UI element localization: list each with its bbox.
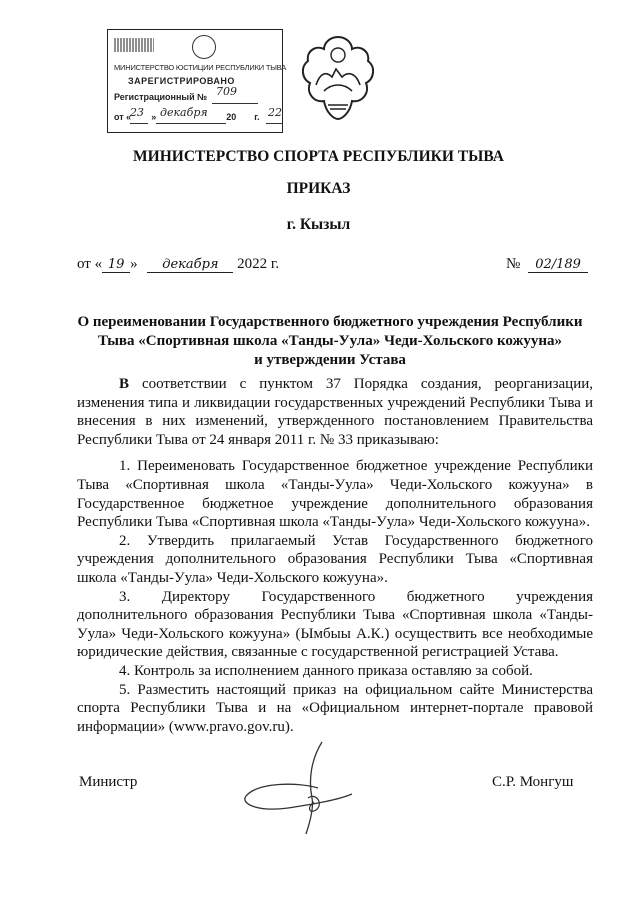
stamp-ministry: МИНИСТЕРСТВО ЮСТИЦИИ РЕСПУБЛИКИ ТЫВА — [114, 63, 287, 72]
stamp-date-year: 22 — [268, 106, 282, 119]
city: г. Кызыл — [286, 216, 351, 233]
stamp-date-line: от « » 20 г. — [114, 112, 260, 122]
order-day: 19 — [102, 258, 130, 273]
order-date: от « 19 » декабря 2022 г. — [77, 256, 280, 272]
item-5: 5. Разместить настоящий приказ на официальном сайте Министерства спорта Республики Тыва и на «Официальном интернет-портале правовой информации» (www.pravo.gov.ru). — [77, 681, 593, 735]
intro-paragraph: В соответствии с пунктом 37 Порядка создания, реорганизации, изменения типа и ликвидации государственных учреждений Республики Тыва и внесения в них изменений, утвержденного постановлением Правительства Республики Тыва от 24 января 2011 г. № 33 приказываю: — [77, 376, 593, 448]
handwritten-signature — [238, 738, 358, 838]
stamp-date-month: декабря — [160, 106, 208, 119]
item-4: 4. Контроль за исполнением данного приказа оставляю за собой. — [119, 662, 533, 679]
coat-of-arms-icon — [302, 33, 374, 129]
stamp-registered: ЗАРЕГИСТРИРОВАНО — [128, 76, 235, 86]
stamp-seal-icon — [192, 35, 216, 59]
document-type: ПРИКАЗ — [286, 180, 351, 197]
order-subject: О переименовании Государственного бюджетного учреждения Республики Тыва «Спортивная школа «Танды-Уула» Чеди-Хольского кожууна» и утверждении Устава — [77, 314, 583, 368]
registration-stamp — [107, 29, 287, 133]
order-month: декабря — [147, 258, 233, 273]
signer-title: Министр — [79, 774, 138, 790]
item-2: 2. Утвердить прилагаемый Устав Государственного бюджетного учреждения дополнительного образования Республики Тыва «Спортивная школа «Танды-Уула» Чеди-Хольского кожууна». — [77, 532, 593, 586]
signer-name: С.Р. Монгуш — [492, 774, 574, 790]
stamp-reg-number: 709 — [216, 85, 237, 98]
item-1: 1. Переименовать Государственное бюджетное учреждение Республики Тыва «Спортивная школа «Танды-Уула» Чеди-Хольского кожууна» в Государственное бюджетное учреждение дополнительного образования Республики Тыва «Спортивная школа «Танды-Уула» Чеди-Хольского кожууна». — [77, 458, 593, 531]
order-number: № 02/189 — [506, 256, 588, 273]
stamp-reg-label: Регистрационный № — [114, 92, 208, 102]
stamp-emblem-icon — [114, 38, 154, 52]
order-number-value: 02/189 — [528, 258, 588, 273]
item-3: 3. Директору Государственного бюджетного учреждения дополнительного образования Республики Тыва «Спортивная школа «Танды-Уула» Чеди-Хольского кожууна» (Ымбыы А.К.) осуществить все необходимые юридические действия, связанные с государственной регистрацией Устава. — [77, 588, 593, 661]
stamp-date-day: 23 — [130, 106, 144, 119]
order-body — [77, 375, 593, 736]
ministry-name: МИНИСТЕРСТВО СПОРТА РЕСПУБЛИКИ ТЫВА — [133, 148, 504, 165]
